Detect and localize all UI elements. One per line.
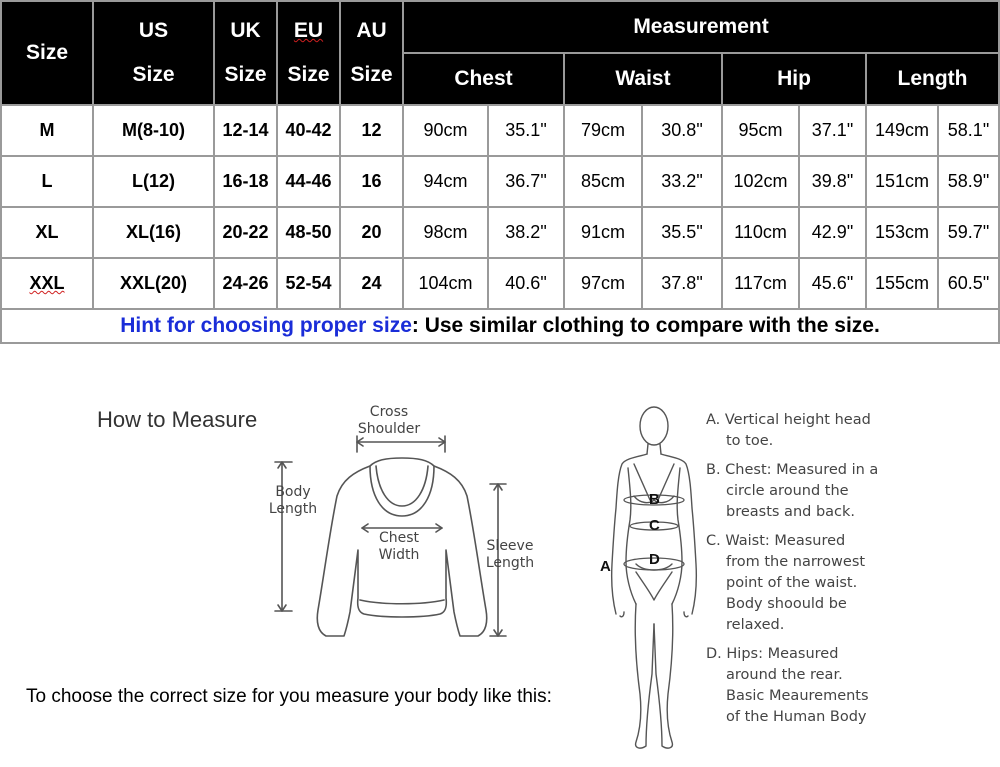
- cell-chest-cm: 94cm: [403, 156, 488, 207]
- label-cross-shoulder: Cross Shoulder: [357, 404, 421, 437]
- cell-waist-in: 33.2": [642, 156, 722, 207]
- cell-chest-cm: 104cm: [403, 258, 488, 309]
- header-eu-size: EU Size: [277, 1, 340, 105]
- cell-size: L: [1, 156, 93, 207]
- cell-us: M(8-10): [93, 105, 214, 156]
- table-row: [1, 207, 999, 258]
- note-c: C. Waist: Measured from the narrowest point of the waist. Body shoould be relaxed.: [706, 533, 866, 633]
- cell-hip-cm: 110cm: [722, 207, 799, 258]
- header-measurement: Measurement: [403, 1, 999, 53]
- cell-length-in: 60.5": [938, 258, 999, 309]
- cell-chest-cm: 98cm: [403, 207, 488, 258]
- cell-hip-in: 39.8": [799, 156, 866, 207]
- cell-hip-cm: 117cm: [722, 258, 799, 309]
- cell-size: XXL: [1, 258, 93, 309]
- cell-length-in: 58.1": [938, 105, 999, 156]
- hint-label: Hint for choosing proper size: [120, 314, 412, 337]
- header-waist: Waist: [564, 53, 722, 105]
- cell-waist-cm: 91cm: [564, 207, 642, 258]
- cell-length-cm: 149cm: [866, 105, 938, 156]
- cell-eu: 48-50: [277, 207, 340, 258]
- cell-chest-in: 35.1": [488, 105, 564, 156]
- cell-hip-cm: 102cm: [722, 156, 799, 207]
- cell-eu: 52-54: [277, 258, 340, 309]
- label-chest-width: Chest Width: [378, 530, 420, 563]
- header-chest: Chest: [403, 53, 564, 105]
- cell-waist-cm: 79cm: [564, 105, 642, 156]
- marker-d: D: [649, 551, 660, 568]
- measure-instruction: To choose the correct size for you measure your body like this:: [26, 686, 552, 707]
- cell-size: M: [1, 105, 93, 156]
- cell-chest-in: 40.6": [488, 258, 564, 309]
- marker-c: C: [649, 517, 660, 534]
- table-row: [1, 156, 999, 207]
- cell-waist-in: 35.5": [642, 207, 722, 258]
- cell-length-in: 59.7": [938, 207, 999, 258]
- size-hint: [1, 309, 999, 343]
- cell-uk: 24-26: [214, 258, 277, 309]
- label-body-length: Body Length: [268, 484, 318, 517]
- header-uk-size: UK Size: [214, 1, 277, 105]
- note-b: B. Chest: Measured in a circle around the breasts and back.: [706, 462, 879, 520]
- cell-au: 20: [340, 207, 403, 258]
- cell-length-cm: 155cm: [866, 258, 938, 309]
- cell-length-cm: 153cm: [866, 207, 938, 258]
- cell-length-in: 58.9": [938, 156, 999, 207]
- header-size: Size: [1, 1, 93, 105]
- marker-b: B: [649, 491, 660, 508]
- cell-eu: 40-42: [277, 105, 340, 156]
- hint-row: [1, 309, 999, 343]
- label-sleeve-length: Sleeve Length: [485, 538, 535, 571]
- cell-au: 16: [340, 156, 403, 207]
- cell-hip-in: 37.1": [799, 105, 866, 156]
- note-d: D. Hips: Measured around the rear. Basic Meaurements of the Human Body: [706, 646, 869, 725]
- cell-uk: 20-22: [214, 207, 277, 258]
- cell-hip-in: 45.6": [799, 258, 866, 309]
- cell-us: L(12): [93, 156, 214, 207]
- cell-waist-cm: 85cm: [564, 156, 642, 207]
- cell-hip-in: 42.9": [799, 207, 866, 258]
- marker-a: A: [600, 558, 611, 575]
- note-a: A. Vertical height head to toe.: [706, 412, 871, 449]
- table-row: [1, 258, 999, 309]
- cell-uk: 12-14: [214, 105, 277, 156]
- cell-size: XL: [1, 207, 93, 258]
- cell-chest-cm: 90cm: [403, 105, 488, 156]
- cell-uk: 16-18: [214, 156, 277, 207]
- header-au-size: AU Size: [340, 1, 403, 105]
- cell-hip-cm: 95cm: [722, 105, 799, 156]
- cell-length-cm: 151cm: [866, 156, 938, 207]
- how-to-measure-title: How to Measure: [97, 407, 258, 432]
- cell-chest-in: 36.7": [488, 156, 564, 207]
- size-chart-table: [0, 0, 1000, 344]
- hint-text: : Use similar clothing to compare with the size.: [411, 314, 880, 337]
- cell-us: XL(16): [93, 207, 214, 258]
- cell-waist-cm: 97cm: [564, 258, 642, 309]
- measurement-notes: [706, 410, 906, 736]
- cell-au: 12: [340, 105, 403, 156]
- cell-waist-in: 30.8": [642, 105, 722, 156]
- table-row: [1, 105, 999, 156]
- body-figure-diagram: [600, 404, 710, 764]
- header-us-size: US Size: [93, 1, 214, 105]
- cell-au: 24: [340, 258, 403, 309]
- header-length: Length: [866, 53, 999, 105]
- cell-waist-in: 37.8": [642, 258, 722, 309]
- cell-chest-in: 38.2": [488, 207, 564, 258]
- header-hip: Hip: [722, 53, 866, 105]
- cell-eu: 44-46: [277, 156, 340, 207]
- cell-us: XXL(20): [93, 258, 214, 309]
